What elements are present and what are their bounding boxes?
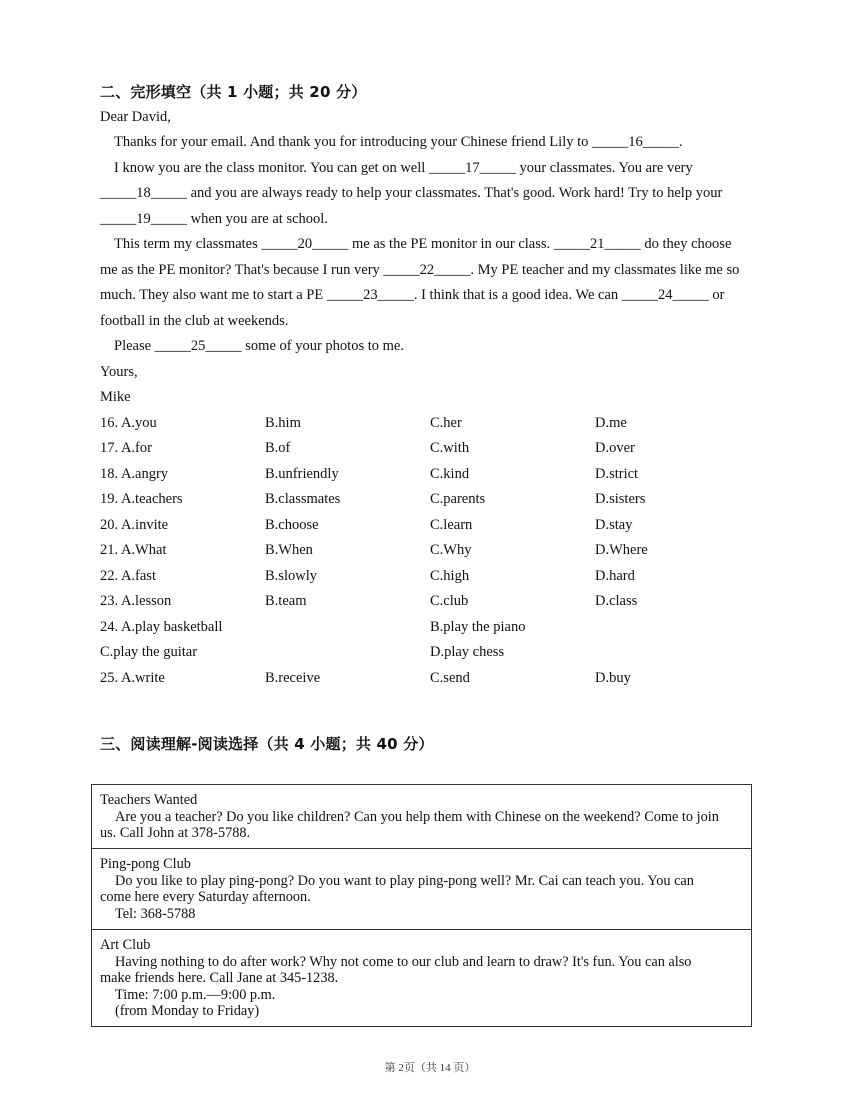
option-b[interactable]: B.unfriendly bbox=[265, 466, 339, 482]
option-c[interactable]: C.play the guitar bbox=[100, 644, 198, 660]
option-b[interactable]: B.classmates bbox=[265, 491, 341, 507]
letter-line-4: _____19_____ when you are at school. bbox=[100, 211, 328, 227]
option-b[interactable]: B.choose bbox=[265, 517, 319, 533]
ad-body: Are you a teacher? Do you like children? Can you help them with Chinese on the weekend? Come to join bbox=[115, 808, 719, 825]
section-2-title: 二、完形填空（共 1 小题；共 20 分） bbox=[100, 83, 367, 101]
option-d[interactable]: D.over bbox=[595, 440, 635, 456]
option-d[interactable]: D.buy bbox=[595, 670, 631, 686]
option-b[interactable]: B.receive bbox=[265, 670, 321, 686]
letter-greeting: Dear David, bbox=[100, 109, 171, 125]
option-a[interactable]: 22. A.fast bbox=[100, 568, 156, 584]
ad-body-cont: us. Call John at 378-5788. bbox=[100, 825, 251, 841]
ad-body-cont: make friends here. Call Jane at 345-1238. bbox=[100, 970, 339, 986]
ad-time: Time: 7:00 p.m.—9:00 p.m. bbox=[115, 986, 276, 1003]
letter-line-3: _____18_____ and you are always ready to help your classmates. That's good. Work hard! Try to help your bbox=[100, 185, 723, 201]
option-b[interactable]: B.play the piano bbox=[430, 619, 526, 635]
option-d[interactable]: D.me bbox=[595, 415, 627, 431]
option-a[interactable]: 18. A.angry bbox=[100, 466, 169, 482]
ads-table bbox=[91, 784, 752, 1027]
letter-closing: Yours, bbox=[100, 364, 138, 380]
option-d[interactable]: D.play chess bbox=[430, 644, 505, 660]
option-c[interactable]: C.send bbox=[430, 670, 470, 686]
option-a[interactable]: 21. A.What bbox=[100, 542, 167, 558]
option-c[interactable]: C.club bbox=[430, 593, 469, 609]
ad-heading: Teachers Wanted bbox=[100, 792, 198, 808]
option-b[interactable]: B.team bbox=[265, 593, 307, 609]
ad-heading: Ping-pong Club bbox=[100, 856, 191, 872]
option-a[interactable]: 19. A.teachers bbox=[100, 491, 183, 507]
option-a[interactable]: 24. A.play basketball bbox=[100, 619, 223, 635]
option-a[interactable]: 20. A.invite bbox=[100, 517, 169, 533]
ad-ping-pong-club bbox=[92, 849, 751, 930]
option-d[interactable]: D.sisters bbox=[595, 491, 646, 507]
option-d[interactable]: D.Where bbox=[595, 542, 648, 558]
option-b[interactable]: B.When bbox=[265, 542, 313, 558]
ad-art-club bbox=[92, 930, 751, 1026]
ad-heading: Art Club bbox=[100, 937, 151, 953]
ad-body: Do you like to play ping-pong? Do you want to play ping-pong well? Mr. Cai can teach you. You can bbox=[115, 872, 694, 889]
section-3-title: 三、阅读理解-阅读选择（共 4 小题；共 40 分） bbox=[100, 735, 434, 753]
letter-line-9: Please _____25_____ some of your photos to me. bbox=[114, 338, 404, 354]
ad-body: Having nothing to do after work? Why not come to our club and learn to draw? It's fun. You can also bbox=[115, 953, 692, 970]
option-c[interactable]: C.kind bbox=[430, 466, 470, 482]
option-d[interactable]: D.class bbox=[595, 593, 638, 609]
letter-line-2: I know you are the class monitor. You can get on well _____17_____ your classmates. You are very bbox=[114, 160, 693, 176]
ad-tel: Tel: 368-5788 bbox=[115, 905, 196, 922]
letter-line-7: much. They also want me to start a PE _____23_____. I think that is a good idea. We can _____24_____ or bbox=[100, 287, 725, 303]
option-c[interactable]: C.parents bbox=[430, 491, 486, 507]
option-c[interactable]: C.her bbox=[430, 415, 462, 431]
ad-body-cont: come here every Saturday afternoon. bbox=[100, 889, 311, 905]
letter-line-5: This term my classmates _____20_____ me as the PE monitor in our class. _____21_____ do they choose bbox=[114, 236, 732, 252]
option-c[interactable]: C.high bbox=[430, 568, 470, 584]
letter-line-1: Thanks for your email. And thank you for introducing your Chinese friend Lily to _____16_____. bbox=[114, 134, 683, 150]
option-c[interactable]: C.learn bbox=[430, 517, 473, 533]
option-b[interactable]: B.him bbox=[265, 415, 301, 431]
option-a[interactable]: 25. A.write bbox=[100, 670, 165, 686]
option-a[interactable]: 17. A.for bbox=[100, 440, 152, 456]
option-a[interactable]: 16. A.you bbox=[100, 415, 157, 431]
ad-days: (from Monday to Friday) bbox=[115, 1003, 260, 1019]
letter-line-6: me as the PE monitor? That's because I run very _____22_____. My PE teacher and my classmates like me so bbox=[100, 262, 740, 278]
letter-signature: Mike bbox=[100, 389, 131, 405]
option-b[interactable]: B.slowly bbox=[265, 568, 317, 584]
option-d[interactable]: D.strict bbox=[595, 466, 639, 482]
page-footer: 第 2页（共 14 页） bbox=[384, 1062, 476, 1074]
option-d[interactable]: D.hard bbox=[595, 568, 635, 584]
ad-teachers-wanted bbox=[92, 785, 751, 849]
letter-line-8: football in the club at weekends. bbox=[100, 313, 289, 329]
option-b[interactable]: B.of bbox=[265, 440, 291, 456]
option-c[interactable]: C.Why bbox=[430, 542, 472, 558]
option-a[interactable]: 23. A.lesson bbox=[100, 593, 172, 609]
option-d[interactable]: D.stay bbox=[595, 517, 633, 533]
option-c[interactable]: C.with bbox=[430, 440, 470, 456]
